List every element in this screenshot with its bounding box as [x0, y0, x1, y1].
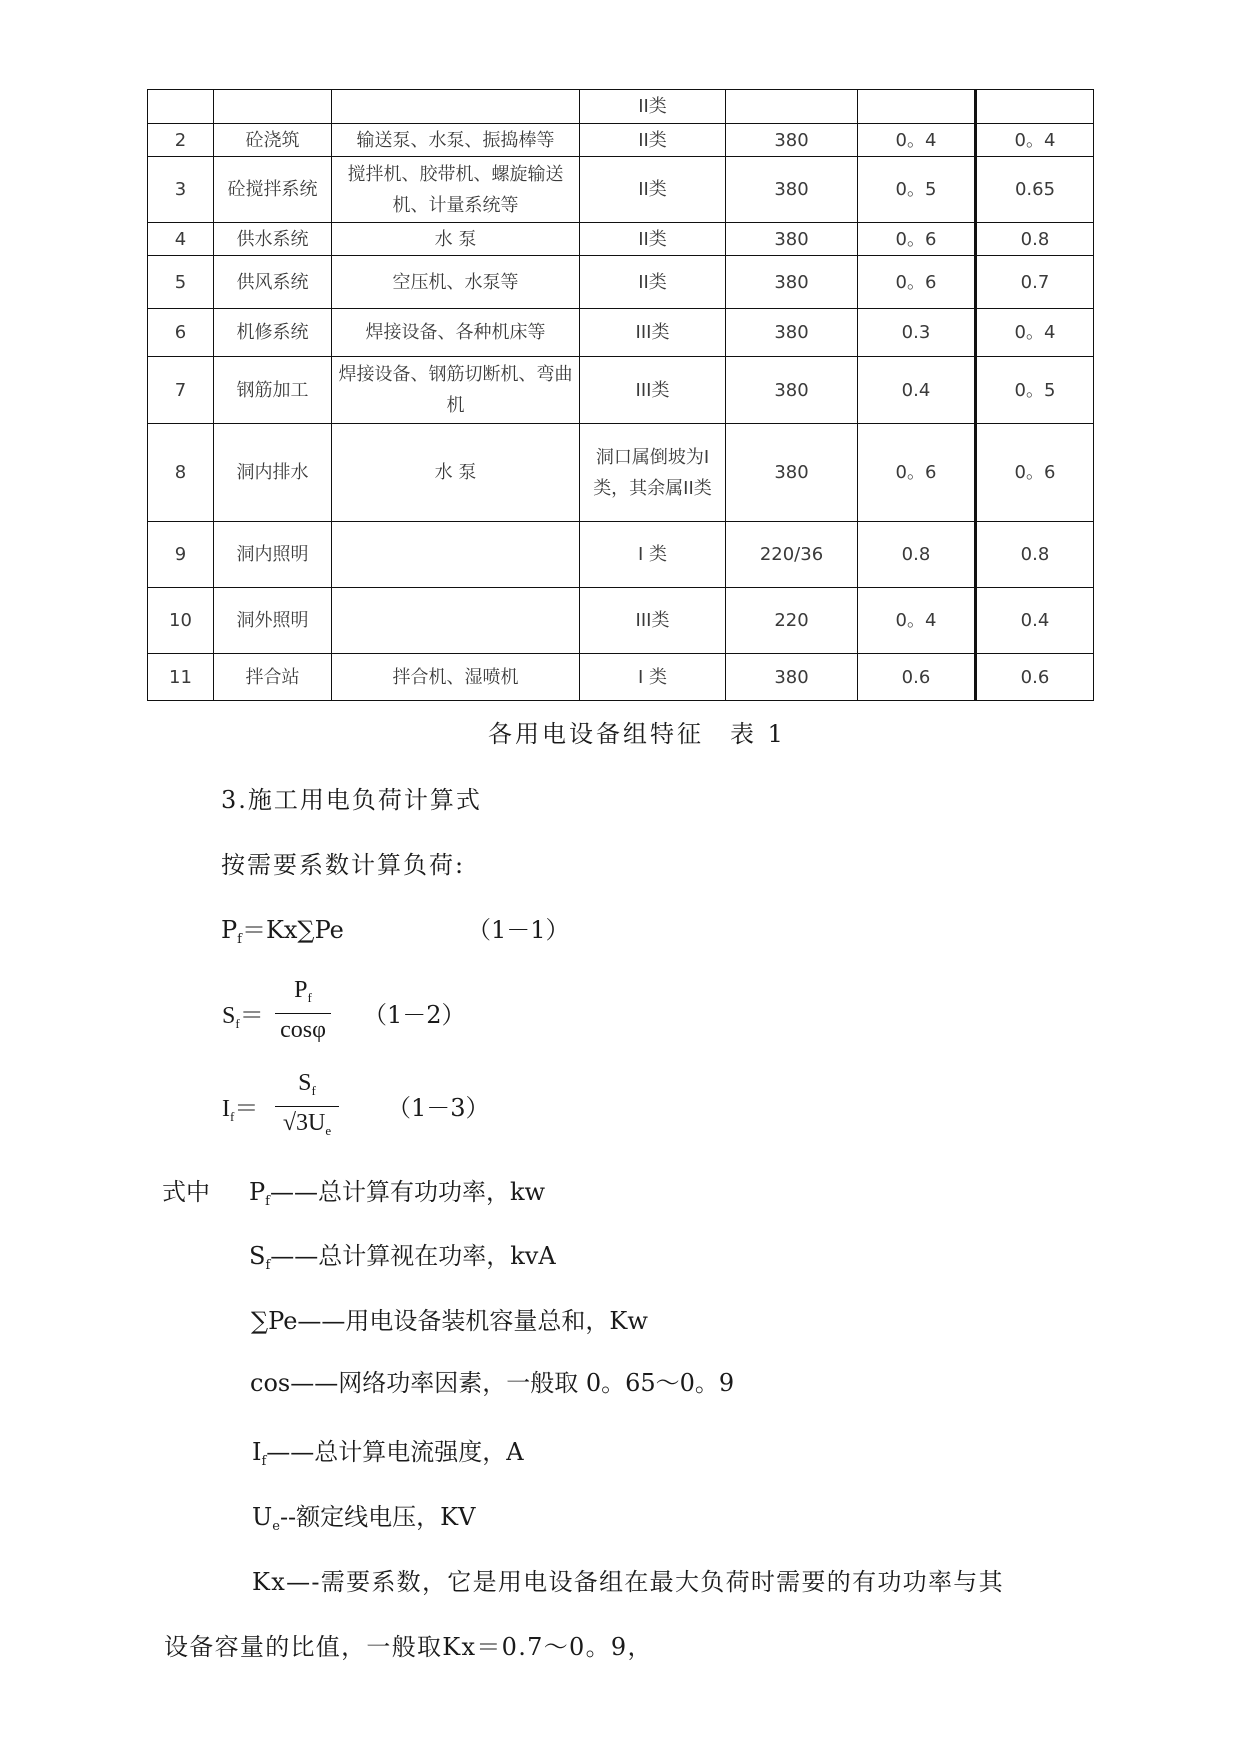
- cell-cos: 0.65: [976, 157, 1094, 223]
- def-symbol: I: [252, 1438, 262, 1466]
- definitions-lead: 式中: [162, 1178, 210, 1206]
- cell-group: 机修系统: [214, 309, 332, 357]
- cell-kx: 0。6: [858, 223, 976, 256]
- definition-ue: [252, 1502, 475, 1542]
- def-text: ——总计算电流强度，A: [266, 1438, 524, 1466]
- table-row: [148, 424, 1094, 522]
- eq2-num-sub: f: [307, 990, 312, 1005]
- cell-equipment: [332, 588, 580, 654]
- cell-voltage: [726, 90, 858, 124]
- cell-kx: 0.8: [858, 522, 976, 588]
- eq3-lhs-symbol: I: [222, 1096, 230, 1122]
- table-caption: [488, 719, 786, 749]
- cell-cos: 0.4: [976, 588, 1094, 654]
- cell-kx: 0。4: [858, 588, 976, 654]
- cell-kx: 0。5: [858, 157, 976, 223]
- cell-group: 洞内照明: [214, 522, 332, 588]
- cell-group: 砼浇筑: [214, 124, 332, 157]
- cell-equipment: 水 泵: [332, 424, 580, 522]
- cell-category: II类: [580, 223, 726, 256]
- definition-cos: [250, 1368, 734, 1398]
- cell-group: 洞内排水: [214, 424, 332, 522]
- cell-no: 11: [148, 654, 214, 701]
- cell-cos: 0.8: [976, 522, 1094, 588]
- eq1-lhs: P: [221, 916, 238, 944]
- definition-sf: [249, 1241, 556, 1281]
- cell-category: II类: [580, 157, 726, 223]
- eq2-number: （1－2）: [363, 1001, 466, 1029]
- cell-voltage: 380: [726, 424, 858, 522]
- eq3-num-sub: f: [311, 1083, 316, 1098]
- cell-no: 5: [148, 256, 214, 309]
- cell-voltage: 220: [726, 588, 858, 654]
- cell-equipment: 水 泵: [332, 223, 580, 256]
- eq3-den-symbol: U: [308, 1110, 326, 1136]
- def-sub: f: [261, 1454, 267, 1469]
- cell-group: [214, 90, 332, 124]
- eq2-numerator: [275, 975, 331, 1014]
- definition-if: [252, 1437, 524, 1477]
- eq3-denominator: [275, 1107, 339, 1147]
- cell-no: 2: [148, 124, 214, 157]
- eq3-lhs-sub: f: [230, 1109, 235, 1124]
- table-row: [148, 256, 1094, 309]
- cell-equipment: 焊接设备、钢筋切断机、弯曲机: [332, 357, 580, 424]
- cell-category: III类: [580, 309, 726, 357]
- cell-equipment: 拌合机、湿喷机: [332, 654, 580, 701]
- definition-kx-line1: Kx—-需要系数，它是用电设备组在最大负荷时需要的有功功率与其: [252, 1568, 1004, 1596]
- cell-equipment: 输送泵、水泵、振捣棒等: [332, 124, 580, 157]
- def-text: ——总计算视在功率，kvA: [270, 1242, 556, 1270]
- sqrt-icon: √3: [282, 1110, 309, 1136]
- eq2-lhs-sub: f: [235, 1016, 240, 1031]
- cell-cos: 0.6: [976, 654, 1094, 701]
- eq3-num-symbol: S: [298, 1070, 312, 1096]
- cell-no: [148, 90, 214, 124]
- cell-equipment: 搅拌机、胶带机、螺旋输送机、计量系统等: [332, 157, 580, 223]
- eq2-lhs-symbol: S: [222, 1003, 236, 1029]
- table-row: [148, 309, 1094, 357]
- cell-no: 3: [148, 157, 214, 223]
- cell-no: 4: [148, 223, 214, 256]
- cell-group: 供水系统: [214, 223, 332, 256]
- def-text: ——网络功率因素，一般取 0。65～0。9: [290, 1369, 735, 1397]
- cell-kx: 0。6: [858, 424, 976, 522]
- def-symbol: cos: [250, 1369, 291, 1397]
- cell-group: 洞外照明: [214, 588, 332, 654]
- cell-voltage: 380: [726, 309, 858, 357]
- cell-cos: 0.7: [976, 256, 1094, 309]
- cell-no: 10: [148, 588, 214, 654]
- caption-number: 表 1: [730, 720, 786, 748]
- def-symbol: U: [252, 1503, 273, 1531]
- table-row: [148, 90, 1094, 124]
- def-symbol: S: [249, 1242, 266, 1270]
- eq1-rhs: ＝Kx∑Pe: [241, 916, 344, 944]
- equation-1-1: [221, 915, 570, 955]
- cell-category: II类: [580, 90, 726, 124]
- def-text: --额定线电压，KV: [279, 1503, 476, 1531]
- cell-no: 8: [148, 424, 214, 522]
- cell-kx: 0。6: [858, 256, 976, 309]
- cell-group: 钢筋加工: [214, 357, 332, 424]
- eq1-number: （1－1）: [467, 916, 570, 944]
- eq2-equals: ＝: [239, 1003, 264, 1029]
- caption-title: 各用电设备组特征: [488, 720, 704, 748]
- table-row: [148, 357, 1094, 424]
- cell-category: 洞口属倒坡为I类，其余属II类: [580, 424, 726, 522]
- cell-cos: 0。4: [976, 124, 1094, 157]
- section-intro: 按需要系数计算负荷:: [221, 851, 466, 879]
- cell-category: III类: [580, 357, 726, 424]
- table-row: [148, 223, 1094, 256]
- def-sub: e: [272, 1519, 280, 1534]
- cell-no: 6: [148, 309, 214, 357]
- table-row: [148, 654, 1094, 701]
- cell-voltage: 220/36: [726, 522, 858, 588]
- cell-equipment: 焊接设备、各种机床等: [332, 309, 580, 357]
- cell-voltage: 380: [726, 357, 858, 424]
- cell-equipment: [332, 522, 580, 588]
- eq3-fraction: [275, 1068, 339, 1147]
- cell-category: I 类: [580, 654, 726, 701]
- eq2-num-symbol: P: [294, 977, 308, 1003]
- def-text: ——总计算有功功率，kw: [269, 1178, 546, 1206]
- cell-equipment: 空压机、水泵等: [332, 256, 580, 309]
- def-symbol: ∑Pe: [251, 1307, 298, 1335]
- eq2-lhs: [222, 995, 264, 1032]
- cell-cos: 0。4: [976, 309, 1094, 357]
- table-row: [148, 124, 1094, 157]
- def-sub: f: [265, 1194, 270, 1209]
- def-sub: f: [265, 1258, 271, 1273]
- eq3-number: （1－3）: [387, 1094, 490, 1122]
- eq3-numerator: [275, 1068, 339, 1107]
- cell-voltage: 380: [726, 256, 858, 309]
- cell-kx: [858, 90, 976, 124]
- table-row: [148, 522, 1094, 588]
- cell-kx: 0。4: [858, 124, 976, 157]
- eq3-lhs: [222, 1088, 258, 1125]
- eq2-denominator: cosφ: [280, 1017, 326, 1043]
- cell-category: I 类: [580, 522, 726, 588]
- definition-kx-line2: 设备容量的比值，一般取Kx＝0.7～0。9，: [164, 1633, 653, 1661]
- cell-voltage: 380: [726, 654, 858, 701]
- cell-cos: [976, 90, 1094, 124]
- cell-group: 砼搅拌系统: [214, 157, 332, 223]
- table-row: [148, 157, 1094, 223]
- cell-no: 9: [148, 522, 214, 588]
- cell-cos: 0.8: [976, 223, 1094, 256]
- cell-kx: 0.4: [858, 357, 976, 424]
- definition-sum-pe: [251, 1306, 648, 1336]
- cell-voltage: 380: [726, 124, 858, 157]
- cell-group: 供风系统: [214, 256, 332, 309]
- eq3-den-sub: e: [325, 1123, 332, 1138]
- cell-category: II类: [580, 256, 726, 309]
- table-row: [148, 588, 1094, 654]
- definition-pf: [162, 1177, 545, 1217]
- cell-equipment: [332, 90, 580, 124]
- cell-category: III类: [580, 588, 726, 654]
- def-symbol: P: [249, 1178, 266, 1206]
- equipment-group-table: [147, 89, 1094, 701]
- cell-category: II类: [580, 124, 726, 157]
- cell-cos: 0。6: [976, 424, 1094, 522]
- cell-kx: 0.6: [858, 654, 976, 701]
- eq2-fraction: [275, 975, 331, 1046]
- section-heading: 3.施工用电负荷计算式: [221, 786, 482, 814]
- cell-no: 7: [148, 357, 214, 424]
- eq3-equals: ＝: [234, 1096, 259, 1122]
- cell-voltage: 380: [726, 223, 858, 256]
- cell-group: 拌合站: [214, 654, 332, 701]
- def-text: ——用电设备装机容量总和，Kw: [297, 1307, 648, 1335]
- cell-voltage: 380: [726, 157, 858, 223]
- eq1-lhs-sub: f: [237, 932, 242, 947]
- cell-cos: 0。5: [976, 357, 1094, 424]
- cell-kx: 0.3: [858, 309, 976, 357]
